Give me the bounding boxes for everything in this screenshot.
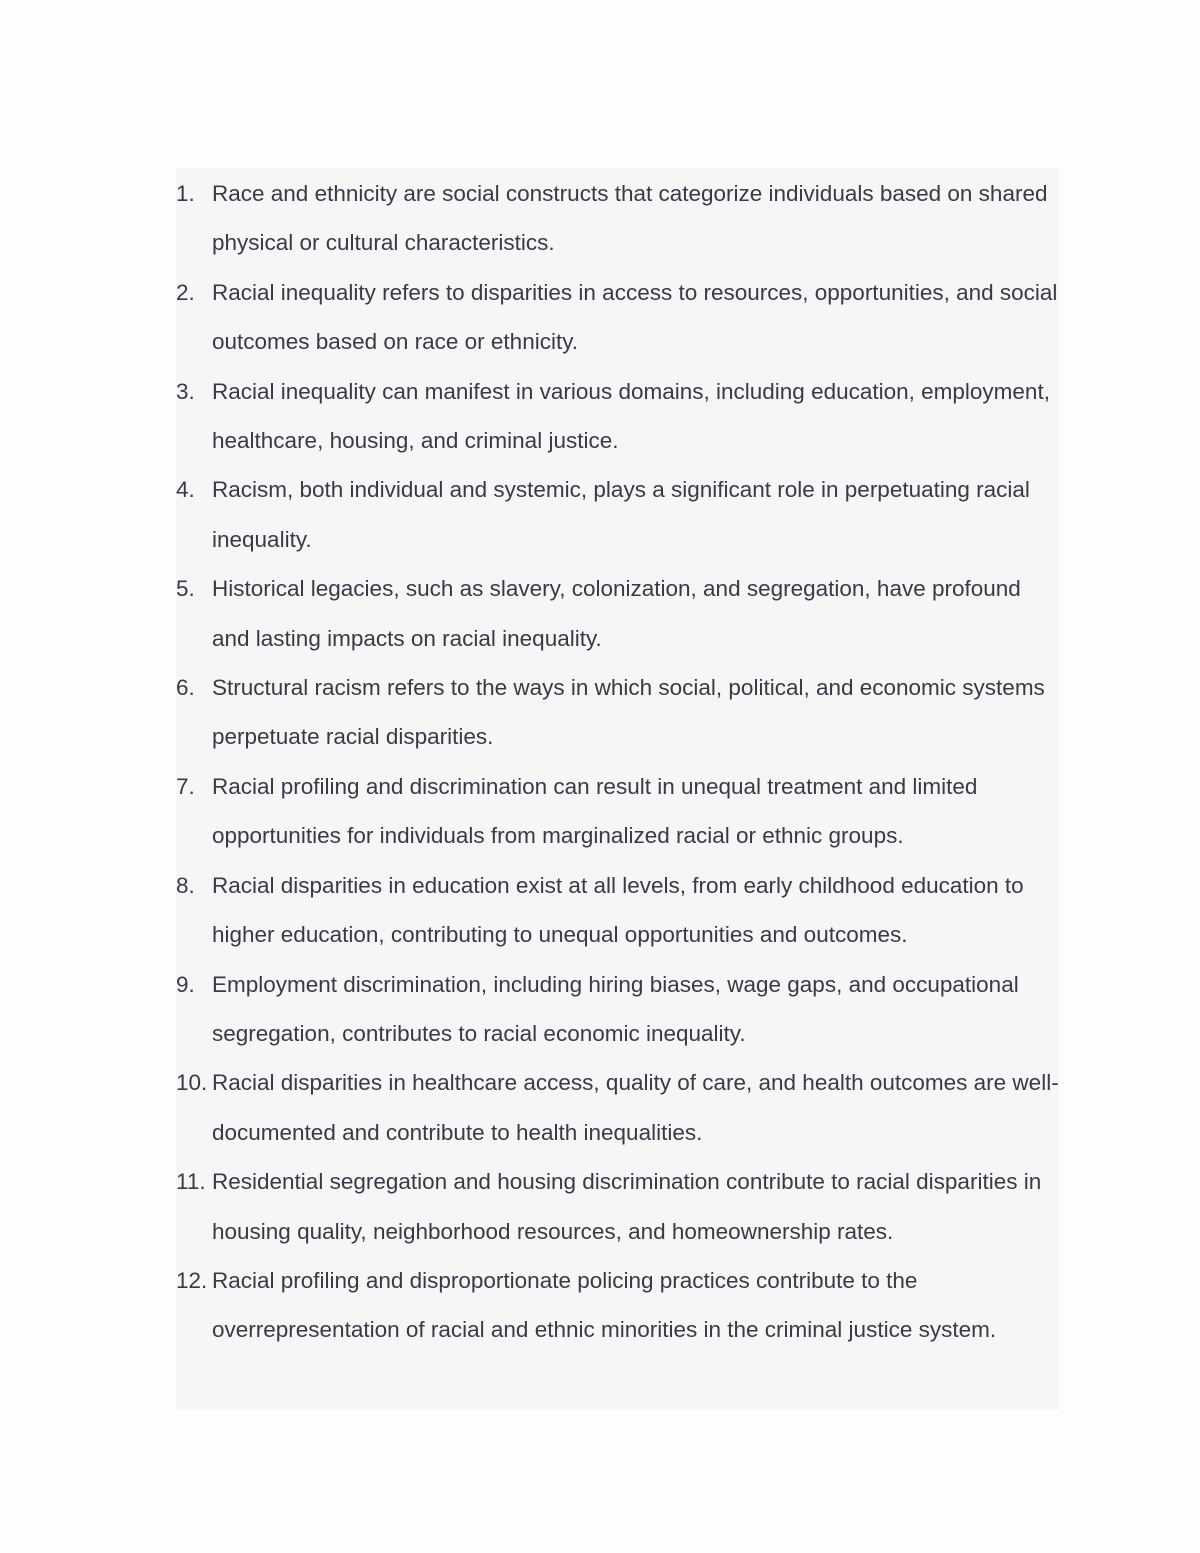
list-item-text: Race and ethnicity are social constructs that categorize individuals based on shared physical or cultural characteristics.: [212, 181, 1048, 256]
numbered-list: [176, 169, 1059, 1355]
list-item-number: 7.: [176, 773, 195, 799]
list-item: [176, 1256, 1059, 1355]
list-item-number: 5.: [176, 576, 195, 602]
list-item: [176, 663, 1059, 762]
list-item-text: Employment discrimination, including hiring biases, wage gaps, and occupational segregation, contributes to racial economic inequality.: [212, 971, 1019, 1046]
list-item-number: 6.: [176, 675, 195, 701]
list-item: [176, 268, 1059, 367]
list-item-text: Racial inequality can manifest in various domains, including education, employment, healthcare, housing, and criminal justice.: [212, 378, 1050, 454]
list-item-number: 2.: [176, 279, 195, 305]
list-item-text: Racial profiling and discrimination can result in unequal treatment and limited opportunities for individuals from marginalized racial or ethnic groups.: [212, 773, 978, 849]
list-item: [176, 1058, 1059, 1157]
list-item-text: Historical legacies, such as slavery, colonization, and segregation, have profound and lasting impacts on racial inequality.: [212, 576, 1021, 651]
list-item: [176, 465, 1059, 564]
list-item-number: 12.: [176, 1267, 208, 1293]
list-item-number: 8.: [176, 872, 195, 898]
list-item: [176, 169, 1059, 268]
list-item: [176, 762, 1059, 861]
list-item-number: 10.: [176, 1070, 208, 1096]
list-item-text: Racial profiling and disproportionate policing practices contribute to the overrepresentation of racial and ethnic minorities in the criminal justice system.: [212, 1267, 997, 1343]
list-item: [176, 367, 1059, 466]
content-block: [176, 168, 1059, 1409]
list-item-text: Structural racism refers to the ways in which social, political, and economic systems perpetuate racial disparities.: [212, 675, 1045, 750]
list-item-text: Racial disparities in healthcare access, quality of care, and health outcomes are well-documented and contribute to health inequalities.: [212, 1070, 1059, 1145]
list-item-number: 1.: [176, 181, 195, 206]
list-item-number: 11.: [176, 1169, 206, 1195]
list-item-number: 9.: [176, 971, 195, 997]
list-item-text: Racial disparities in education exist at all levels, from early childhood education to higher education, contributing to unequal opportunities and outcomes.: [212, 872, 1024, 948]
list-item: [176, 1157, 1059, 1256]
list-item-number: 3.: [176, 378, 195, 404]
list-item-number: 4.: [176, 477, 195, 503]
list-item-text: Racism, both individual and systemic, plays a significant role in perpetuating racial inequality.: [212, 477, 1030, 552]
list-item: [176, 960, 1059, 1059]
list-item: [176, 861, 1059, 960]
list-item: [176, 564, 1059, 663]
list-item-text: Racial inequality refers to disparities in access to resources, opportunities, and social outcomes based on race or ethnicity.: [212, 279, 1058, 355]
list-item-text: Residential segregation and housing discrimination contribute to racial disparities in housing quality, neighborhood resources, and homeownership rates.: [212, 1169, 1042, 1244]
